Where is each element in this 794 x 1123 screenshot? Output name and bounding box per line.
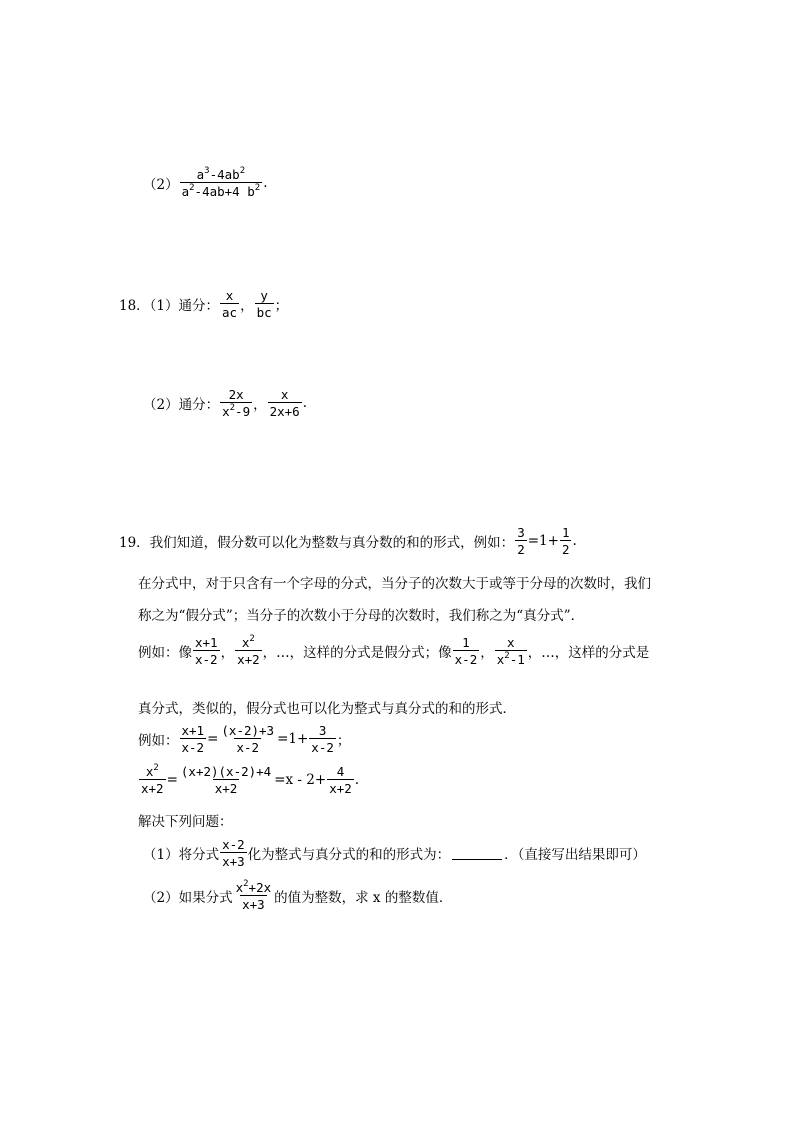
question-1: （1）将分式 $\frac{x-2}{x+3}$ 化为整式与真分式的和的形式为： ．（直接写出结果即可） [143, 837, 646, 870]
fraction [327, 765, 354, 795]
fraction [235, 636, 262, 666]
fraction [268, 388, 302, 418]
fraction [234, 881, 274, 911]
problem-19-intro: 19．我们知道，假分数可以化为整数与真分数的和的形式，例如： $\frac{3}{2}$ =1+ $\frac{1}{2}$ . [119, 525, 577, 558]
fraction [220, 388, 252, 418]
denominator: ac [222, 305, 238, 321]
problem-label: 18．（1）通分： [119, 298, 220, 315]
question-2: （2）如果分式 $\frac{x^2+2x}{x+3}$ 的值为整数，求 x 的整数值． [143, 879, 453, 913]
denominator: x-2 [236, 740, 260, 756]
numerator: y [260, 288, 268, 303]
fraction [139, 765, 166, 795]
denominator: x+3 [242, 897, 265, 913]
numerator: x+1 [195, 635, 218, 650]
numerator: (x-2)+3 [221, 723, 275, 738]
text-line: 真分式，类似的，假分式也可以化为整式与真分式的和的形式． [138, 701, 516, 717]
problem-18-part1: 18．（1）通分： $\frac{x}{ac}$ ， $\frac{y}{bc}$ ； [119, 288, 289, 321]
numerator: x [280, 387, 289, 402]
problem-17-part2: （2） $\frac{a^3-4ab^2}{a^2-4ab+4 b^2}$ . [143, 166, 268, 200]
text-line: 在分式中，对于只含有一个字母的分式，当分子的次数大于或等于分母的次数时，我们 [138, 576, 651, 592]
part-label: （2） [143, 177, 179, 194]
denominator: x+2 [237, 652, 260, 668]
fraction [453, 636, 480, 666]
numerator: $x^2$ [145, 763, 159, 779]
denominator: x-2 [181, 740, 205, 756]
fraction [219, 724, 276, 754]
fraction [255, 289, 274, 319]
denominator: $a^2-4ab+4$ $b^2$ [181, 183, 261, 200]
numerator: 1 [561, 525, 570, 540]
numerator: 3 [517, 525, 525, 540]
numerator: x [225, 288, 234, 303]
fraction [515, 526, 527, 556]
examples-line: 例如：像 $\frac{x+1}{x-2}$ ， $\frac{x^2}{x+2}$ ，…，这样的分式是假分式；像 $\frac{1}{x-2}$ ， $\frac{x}{x^2-1}$ ，…，这样的分式是 [138, 634, 650, 668]
answer-blank[interactable] [452, 846, 502, 860]
denominator: x+2 [329, 781, 352, 797]
numerator: 2x [228, 387, 244, 402]
numerator: x-2 [222, 837, 245, 852]
denominator: x+3 [222, 854, 245, 870]
denominator: x-2 [454, 652, 478, 668]
equation-2: $\frac{x^2}{x+2}$ = $\frac{(x+2)(x-2)+4}{x+2}$ =x - 2+ $\frac{4}{x+2}$ . [141, 763, 360, 797]
fraction [309, 724, 336, 754]
denominator: $x^2-1$ [496, 651, 525, 668]
numerator: 1 [462, 635, 470, 650]
part-label: （2）通分： [143, 397, 220, 414]
numerator: 4 [336, 764, 345, 779]
numerator: x [506, 635, 515, 650]
numerator: x+1 [181, 723, 205, 738]
denominator: 2x+6 [269, 404, 300, 420]
denominator: 2 [517, 542, 525, 558]
solve-heading: 解决下列问题： [138, 814, 233, 830]
numerator: 3 [318, 723, 327, 738]
numerator: $x^2$ [241, 634, 255, 650]
denominator: x-2 [311, 740, 334, 756]
denominator: x+2 [214, 781, 238, 797]
fraction [560, 526, 572, 556]
fraction [180, 168, 263, 198]
denominator: bc [256, 305, 272, 321]
numerator: (x+2)(x-2)+4 [180, 764, 272, 779]
numerator: $x^2+2x$ [235, 879, 272, 895]
denominator: 2 [561, 542, 570, 558]
fraction [220, 838, 247, 868]
fraction [193, 636, 220, 666]
denominator: $x^2-9$ [222, 403, 251, 420]
fraction [220, 289, 239, 319]
fraction [180, 724, 207, 754]
numerator: $a^3-4ab^2$ [196, 166, 246, 182]
fraction [495, 636, 527, 666]
denominator: x+2 [141, 781, 164, 797]
equation-1: 例如： $\frac{x+1}{x-2}$ = $\frac{(x-2)+3}{x-2}$ =1+ $\frac{3}{x-2}$ ； [138, 723, 351, 756]
fraction [179, 765, 273, 795]
intro-text: 19．我们知道，假分数可以化为整数与真分数的和的形式，例如： [119, 535, 515, 552]
text-line: 称之为“假分式”；当分子的次数小于分母的次数时，我们称之为“真分式”． [138, 608, 585, 624]
denominator: x-2 [195, 652, 218, 668]
problem-18-part2: （2）通分： $\frac{2x}{x^2-9}$ ， $\frac{x}{2x+6}$ . [143, 387, 308, 420]
